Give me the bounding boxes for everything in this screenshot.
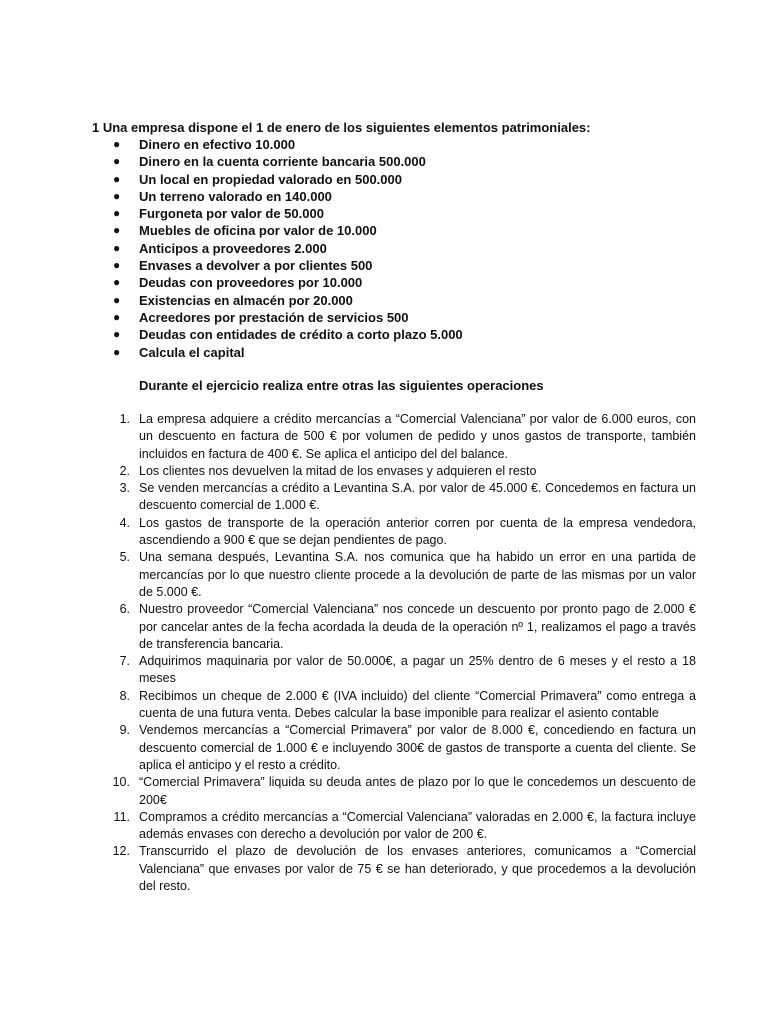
bullet-icon: ● [113, 206, 121, 221]
operation-item [100, 601, 696, 653]
operation-text: Los gastos de transporte de la operación anterior corren por cuenta de la empresa vendedora, ascendiendo a 900 € que se dejan pendientes de pago. [139, 515, 696, 548]
operation-number: 1. [119, 412, 130, 426]
operation-text: Recibimos un cheque de 2.000 € (IVA incluido) del cliente “Comercial Primavera” como entrega a cuenta de una futura venta. Debes calcular la base imponible para realizar el asiento contable [139, 688, 696, 721]
operation-number: 7. [119, 654, 130, 669]
list-item-text: Dinero en efectivo 10.000 [139, 137, 296, 152]
operation-item [100, 809, 696, 844]
bullet-icon: ● [113, 258, 121, 273]
bullet-icon: ● [113, 154, 121, 169]
operation-item [100, 688, 696, 723]
list-item-text: Anticipos a proveedores 2.000 [139, 240, 327, 256]
bullet-icon: ● [113, 275, 121, 290]
bullet-icon: ● [113, 188, 121, 203]
operation-item [100, 549, 696, 601]
bullet-icon: ● [113, 137, 121, 151]
operation-text: Vendemos mercancías a “Comercial Primavera” por valor de 8.000 €, concediendo en factura un descuento comercial de 1.000 € e incluyendo 300€ de gastos de transporte a cuenta del cliente. Se aplica el anticipo y el resto a crédito. [139, 723, 696, 772]
operation-item [100, 653, 696, 688]
operation-item [100, 463, 696, 480]
bullet-icon: ● [113, 309, 121, 324]
list-item-text: Deudas con entidades de crédito a corto plazo 5.000 [139, 327, 463, 343]
operation-text: Los clientes nos devuelven la mitad de los envases y adquieren el resto [139, 463, 537, 478]
list-item-text: Un terreno valorado en 140.000 [139, 188, 332, 204]
list-item-text: Calcula el capital [139, 344, 245, 360]
operation-item [100, 515, 696, 550]
list-item-text: Un local en propiedad valorado en 500.000 [139, 171, 402, 187]
operation-text: La empresa adquiere a crédito mercancías a “Comercial Valenciana” por valor de 6.000 euros, con un descuento en factura de 500 € por volumen de pedido y unos gastos de transporte, también incluidos en factura de 400 €. Se aplica el anticipo del del balance. [139, 412, 696, 461]
exercise-title: 1 Una empresa dispone el 1 de enero de los siguientes elementos patrimoniales: [92, 120, 591, 135]
operation-item [100, 774, 696, 809]
operation-item [100, 480, 696, 515]
operation-item [100, 411, 696, 463]
bullet-icon: ● [113, 171, 121, 186]
operation-text: Nuestro proveedor “Comercial Valenciana” nos concede un descuento por pronto pago de 2.000 € por cancelar antes de la fecha acordada la deuda de la operación nº 1, realizamos el pago a través de transferencia bancaria. [139, 602, 696, 651]
operations-list [100, 411, 696, 895]
operation-text: Se venden mercancías a crédito a Levantina S.A. por valor de 45.000 €. Concedemos en factura un descuento comercial de 1.000 €. [139, 481, 696, 513]
bullet-icon: ● [113, 344, 121, 359]
operation-number: 9. [119, 723, 130, 738]
list-item-text: Envases a devolver a por clientes 500 [139, 258, 373, 274]
list-item-text: Existencias en almacén por 20.000 [139, 292, 353, 308]
operation-text: Una semana después, Levantina S.A. nos comunica que ha habido un error en una partida de mercancías por lo que nuestro cliente procede a la devolución de parte de las mismas por un valor de 5.000 €. [139, 550, 696, 599]
operation-number: 2. [119, 463, 130, 478]
operation-number: 11. [113, 809, 130, 824]
operation-number: 5. [119, 550, 130, 565]
operation-item [100, 722, 696, 774]
operation-text: Adquirimos maquinaria por valor de 50.000€, a pagar un 25% dentro de 6 meses y el resto a 18 meses [139, 654, 696, 686]
list-item-text: Furgoneta por valor de 50.000 [139, 206, 324, 222]
list-item-text: Muebles de oficina por valor de 10.000 [139, 223, 377, 239]
operation-number: 10. [112, 775, 130, 790]
operation-text: Transcurrido el plazo de devolución de los envases anteriores, comunicamos a “Comercial Valenciana” que envases por valor de 75 € se han deteriorado, y que procedemos a la devolución del resto. [139, 844, 696, 894]
operation-number: 3. [119, 481, 130, 496]
operations-heading: Durante el ejercicio realiza entre otras las siguientes operaciones [139, 378, 544, 393]
bullet-icon: ● [113, 292, 121, 307]
list-item-text: Dinero en la cuenta corriente bancaria 500.000 [139, 154, 426, 170]
operation-number: 12. [112, 844, 130, 859]
operation-text: Compramos a crédito mercancías a “Comercial Valenciana” valoradas en 2.000 €, la factura incluye además envases con derecho a devolución por valor de 200 €. [139, 809, 696, 842]
operation-number: 6. [119, 602, 130, 617]
bullet-icon: ● [113, 327, 121, 342]
operation-number: 8. [119, 688, 130, 703]
operation-number: 4. [119, 515, 130, 530]
operation-item [100, 843, 696, 895]
bullet-icon: ● [113, 223, 121, 238]
list-item-text: Deudas con proveedores por 10.000 [139, 275, 363, 291]
operation-text: “Comercial Primavera” liquida su deuda antes de plazo por lo que le concedemos un descuento de 200€ [139, 775, 696, 807]
list-item-text: Acreedores por prestación de servicios 500 [139, 309, 409, 325]
bullet-icon: ● [113, 240, 121, 255]
